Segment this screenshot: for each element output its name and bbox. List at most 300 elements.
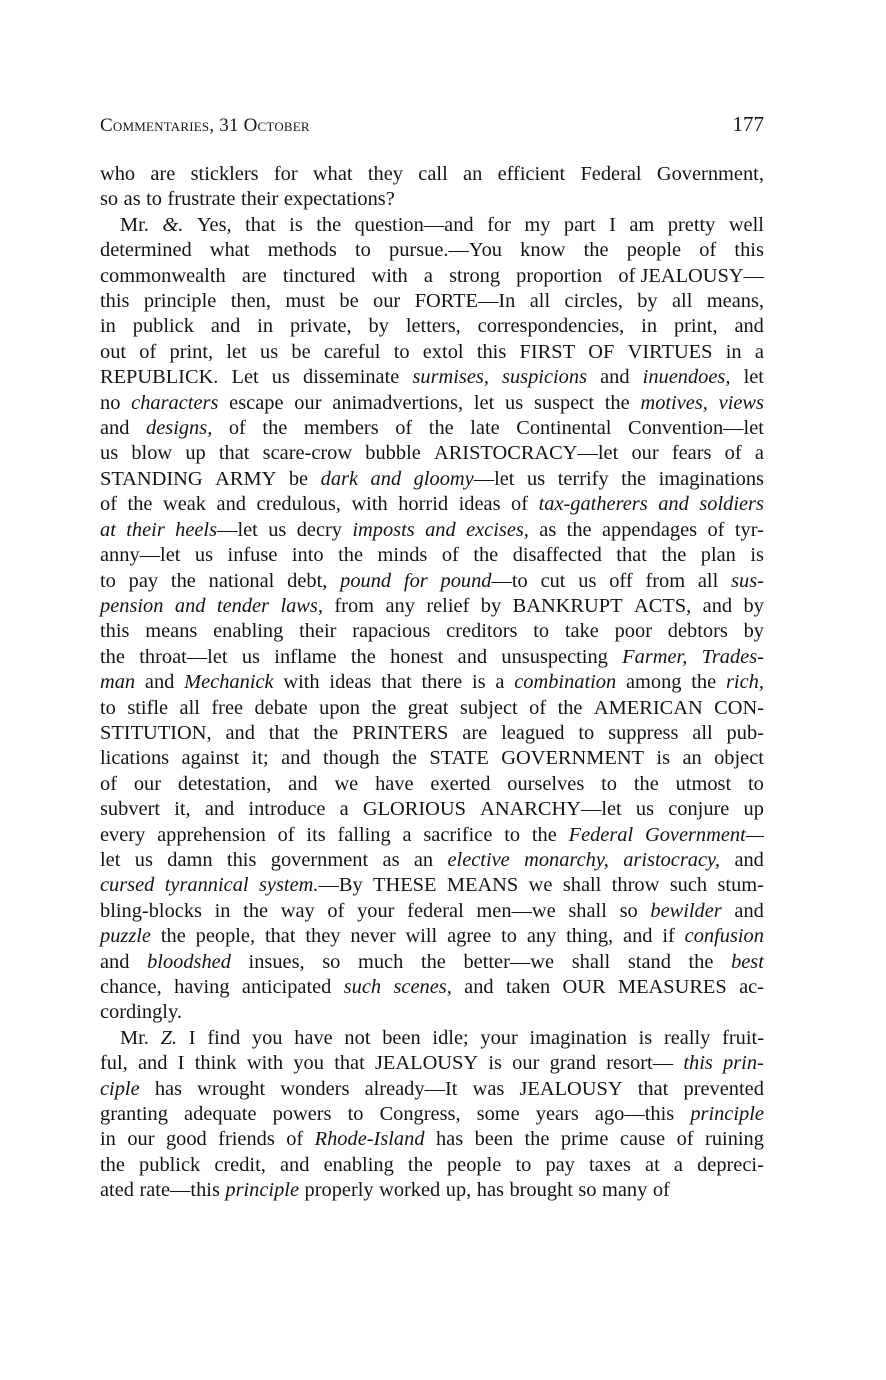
word <box>284 187 395 212</box>
word <box>100 1102 168 1127</box>
text-line <box>100 696 764 721</box>
word <box>127 1127 154 1152</box>
roman-text: in <box>257 315 274 338</box>
roman-text: many <box>602 1179 648 1202</box>
word <box>602 518 697 543</box>
roman-text: is <box>488 1052 502 1075</box>
word <box>252 746 269 771</box>
word <box>421 670 462 695</box>
italic-text: puzzle <box>100 925 151 948</box>
word <box>242 975 331 1000</box>
word <box>726 340 742 365</box>
italic-text: suspicions <box>502 366 587 389</box>
word <box>481 594 501 619</box>
roman-text: by <box>480 594 502 617</box>
word <box>735 518 764 543</box>
word <box>727 721 764 746</box>
roman-text: much <box>358 950 404 973</box>
word <box>748 772 764 797</box>
roman-text: though <box>322 747 380 770</box>
roman-text: at <box>645 1153 660 1176</box>
trailing-text: —to <box>491 569 528 592</box>
roman-text: the <box>371 696 397 719</box>
word <box>536 1102 579 1127</box>
word <box>717 873 763 898</box>
word <box>120 213 149 238</box>
roman-text: by <box>637 290 658 313</box>
word <box>303 365 399 390</box>
word <box>128 492 153 517</box>
word <box>150 162 175 187</box>
word <box>290 314 352 339</box>
word <box>231 289 271 314</box>
text-line <box>100 670 764 695</box>
word <box>249 950 305 975</box>
roman-text: powers <box>272 1103 332 1126</box>
roman-text: extol <box>422 340 464 363</box>
word <box>565 619 599 644</box>
roman-text: OUR <box>562 976 606 998</box>
text-line <box>100 797 764 822</box>
roman-text: some <box>476 1103 520 1126</box>
text-line <box>100 1102 764 1127</box>
word <box>274 162 298 187</box>
roman-text: enabling <box>323 1153 394 1176</box>
word <box>472 670 486 695</box>
word <box>672 289 692 314</box>
italic-text: cursed <box>100 874 155 897</box>
word <box>166 1127 207 1152</box>
word <box>382 1026 421 1051</box>
word <box>734 848 763 873</box>
word <box>530 289 550 314</box>
word <box>297 518 342 543</box>
roman-text: determined <box>100 239 192 262</box>
text-line <box>100 340 764 365</box>
roman-text: lications <box>100 747 170 770</box>
word <box>344 975 381 1000</box>
roman-text: of <box>139 340 157 363</box>
word <box>527 924 556 949</box>
text-line <box>100 1127 764 1152</box>
roman-text: in <box>725 340 742 363</box>
roman-text: insues, <box>248 950 305 973</box>
italic-text: Rhode-Island <box>314 1128 425 1151</box>
word <box>659 467 764 492</box>
roman-text: of <box>100 493 117 516</box>
roman-text: the <box>100 1153 125 1176</box>
roman-text: Congress, <box>379 1103 461 1126</box>
roman-text: tyr- <box>734 518 764 541</box>
roman-text: have <box>294 1026 333 1049</box>
word <box>516 416 611 441</box>
word <box>441 569 528 594</box>
roman-text: animadvertions, <box>332 391 464 414</box>
roman-text: and <box>144 671 175 694</box>
roman-text: that <box>381 671 412 694</box>
word <box>363 797 466 822</box>
italic-text: principle <box>225 1179 300 1202</box>
roman-text: debtors <box>667 620 728 643</box>
word <box>697 1153 764 1178</box>
word <box>463 162 482 187</box>
italic-text: pound <box>440 569 492 592</box>
roman-text: us <box>527 467 546 490</box>
text-line <box>100 264 764 289</box>
word <box>157 823 266 848</box>
roman-text: terrify <box>557 467 609 490</box>
word <box>690 1102 764 1127</box>
roman-text: a <box>339 798 349 821</box>
word <box>407 899 464 924</box>
roman-text: of <box>100 772 117 795</box>
roman-text: of <box>228 417 246 440</box>
roman-text: ruining <box>705 1128 764 1151</box>
word <box>229 391 283 416</box>
word <box>643 365 731 390</box>
word <box>501 746 644 771</box>
word <box>464 975 493 1000</box>
roman-text: minds <box>377 544 428 567</box>
roman-text: a <box>495 671 505 694</box>
roman-text: has <box>435 1128 464 1151</box>
word <box>100 1051 128 1076</box>
word <box>558 696 583 721</box>
roman-text: well <box>728 213 764 236</box>
word <box>146 187 162 212</box>
word <box>299 619 336 644</box>
roman-text: to <box>601 772 617 795</box>
word <box>100 1127 116 1152</box>
word <box>195 543 213 568</box>
roman-text: Government, <box>656 163 764 185</box>
roman-text: let <box>473 391 495 414</box>
word <box>569 823 634 848</box>
word <box>189 1026 196 1051</box>
roman-text: into <box>291 544 324 567</box>
roman-text: to <box>515 1153 532 1176</box>
word <box>100 696 116 721</box>
roman-text: THESE <box>373 874 437 897</box>
word <box>383 848 400 873</box>
roman-text: up, <box>445 1179 472 1202</box>
roman-text: and <box>225 721 255 744</box>
word <box>182 746 240 771</box>
word <box>689 950 714 975</box>
word <box>478 314 625 339</box>
roman-text: disseminate <box>303 366 400 389</box>
word <box>434 441 618 466</box>
roman-text: find <box>207 1026 241 1049</box>
word <box>334 772 358 797</box>
italic-text: sus- <box>731 569 764 592</box>
roman-text: be <box>291 340 311 363</box>
word <box>168 187 236 212</box>
roman-text: Let <box>231 366 259 389</box>
roman-text: question—and <box>354 213 474 236</box>
italic-text: tax-gatherers <box>538 493 648 516</box>
roman-text: the <box>691 671 717 694</box>
word <box>744 594 764 619</box>
roman-text: stand <box>627 950 671 973</box>
word <box>609 213 616 238</box>
word <box>100 645 125 670</box>
word <box>620 1127 665 1152</box>
italic-text: laws, <box>280 594 323 617</box>
word <box>621 467 646 492</box>
italic-text: scenes, <box>393 976 452 998</box>
roman-text: what <box>312 163 353 185</box>
roman-text: frustrate <box>167 188 236 211</box>
word <box>100 518 116 543</box>
word <box>578 1178 596 1203</box>
word <box>225 1178 299 1203</box>
word <box>623 924 652 949</box>
italic-text: such <box>343 976 382 998</box>
roman-text: and <box>216 493 246 516</box>
roman-text: introduce <box>248 798 326 821</box>
word <box>608 721 678 746</box>
word <box>254 696 307 721</box>
roman-text: and <box>204 798 235 821</box>
roman-text: the <box>160 925 186 948</box>
word <box>180 696 200 721</box>
roman-text: are <box>150 163 176 185</box>
roman-text: people, <box>195 925 256 948</box>
word <box>215 899 231 924</box>
word <box>529 873 553 898</box>
word <box>645 569 685 594</box>
roman-text: prime <box>560 1128 609 1151</box>
word <box>226 340 246 365</box>
word <box>100 238 192 263</box>
word <box>520 340 576 365</box>
roman-text: of <box>511 493 529 516</box>
word <box>304 416 379 441</box>
roman-text: pay <box>545 1153 575 1176</box>
roman-text: that <box>268 721 300 744</box>
roman-text: must <box>285 290 325 313</box>
word <box>375 772 414 797</box>
word <box>184 670 273 695</box>
roman-text: brought <box>509 1179 573 1202</box>
word <box>594 696 703 721</box>
roman-text: to <box>747 772 764 795</box>
roman-text: properly <box>304 1179 374 1202</box>
roman-text: a <box>423 264 433 287</box>
roman-text: suppress <box>608 721 679 744</box>
roman-text: subvert <box>100 798 161 821</box>
word <box>280 594 323 619</box>
word <box>100 721 212 746</box>
word <box>100 467 203 492</box>
word <box>371 696 396 721</box>
word <box>418 162 447 187</box>
roman-text: the <box>313 721 339 744</box>
running-head <box>100 112 764 137</box>
text-line <box>100 645 764 670</box>
word <box>616 543 647 568</box>
word <box>394 340 410 365</box>
roman-text: the <box>350 645 376 668</box>
word <box>100 1077 140 1102</box>
word <box>628 416 764 441</box>
roman-text: enabling <box>213 620 284 643</box>
italic-text: confusion <box>684 925 764 948</box>
roman-text: a <box>754 442 764 465</box>
roman-text: against <box>181 747 240 770</box>
word <box>286 1127 303 1152</box>
word <box>726 670 764 695</box>
roman-text: falling <box>337 823 391 846</box>
italic-text: and <box>370 467 402 490</box>
word <box>100 1153 125 1178</box>
roman-text: JEALOUSY <box>519 1077 623 1100</box>
word <box>634 594 691 619</box>
word <box>344 1026 370 1051</box>
word <box>207 1026 240 1051</box>
word <box>257 314 273 339</box>
word <box>100 924 151 949</box>
word <box>589 1153 631 1178</box>
roman-text: plan <box>700 544 736 567</box>
roman-text: shall <box>571 950 611 973</box>
word <box>524 213 550 238</box>
word <box>670 873 707 898</box>
roman-text: means, <box>706 290 764 313</box>
word <box>271 848 368 873</box>
word <box>722 1026 764 1051</box>
roman-text: cause <box>619 1128 666 1151</box>
italic-text: aristocracy, <box>623 848 721 871</box>
roman-text: the <box>316 213 342 236</box>
roman-text: late <box>470 417 500 440</box>
roman-text: throw <box>611 874 660 897</box>
roman-text: inflame <box>274 645 337 668</box>
word <box>734 899 763 924</box>
word <box>656 746 670 771</box>
word <box>133 314 194 339</box>
word <box>368 162 403 187</box>
word <box>100 187 118 212</box>
word <box>313 721 338 746</box>
roman-text: ACTS, <box>633 594 692 617</box>
roman-text: FORTE—In <box>414 290 516 313</box>
page-number: 177 <box>732 112 764 136</box>
trailing-text: —let <box>473 467 515 490</box>
roman-text: GOVERNMENT <box>501 747 645 770</box>
word <box>357 899 394 924</box>
word <box>214 1153 266 1178</box>
word <box>218 1127 275 1152</box>
roman-text: an <box>413 848 434 871</box>
word <box>100 289 129 314</box>
roman-text: our <box>631 442 659 465</box>
word <box>185 441 205 466</box>
roman-text: their <box>240 188 279 211</box>
word <box>628 340 713 365</box>
italic-text: combination <box>514 671 617 694</box>
word <box>131 391 218 416</box>
italic-text: this <box>683 1052 713 1075</box>
word <box>337 823 390 848</box>
word <box>580 162 641 187</box>
word <box>561 1127 609 1152</box>
text-line <box>100 162 764 187</box>
word <box>423 823 492 848</box>
roman-text: sticklers <box>190 163 259 185</box>
word <box>242 645 260 670</box>
word <box>389 238 502 263</box>
roman-text: out <box>100 340 127 363</box>
word <box>470 416 499 441</box>
roman-text: the <box>127 493 153 516</box>
word <box>567 518 592 543</box>
roman-text: proportion <box>516 264 603 287</box>
roman-text: to <box>578 721 595 744</box>
roman-text: anny—let <box>100 544 181 567</box>
word <box>476 899 555 924</box>
italic-text: characters <box>131 391 219 414</box>
roman-text: really <box>663 1026 711 1049</box>
roman-text: so <box>322 950 341 973</box>
word <box>365 1077 458 1102</box>
roman-text: STITUTION, <box>100 721 212 744</box>
word <box>513 594 623 619</box>
roman-text: letters, <box>405 315 461 338</box>
roman-text: utmost <box>675 772 732 795</box>
text-line <box>100 1153 764 1178</box>
word <box>668 619 728 644</box>
word <box>459 492 501 517</box>
roman-text: the <box>524 1128 550 1151</box>
word <box>566 924 613 949</box>
text-line <box>100 187 764 212</box>
italic-text: principle <box>690 1103 764 1126</box>
word <box>698 569 718 594</box>
word <box>414 467 515 492</box>
word <box>545 1153 574 1178</box>
roman-text: prevented <box>683 1077 764 1100</box>
roman-text: of <box>699 239 717 262</box>
italic-text: gloomy <box>413 467 474 490</box>
word <box>473 543 498 568</box>
word <box>477 1178 504 1203</box>
word <box>352 721 448 746</box>
roman-text: shall <box>568 899 607 922</box>
word <box>501 924 517 949</box>
word <box>316 213 341 238</box>
roman-text: taxes <box>589 1153 631 1176</box>
word <box>263 441 352 466</box>
word <box>147 950 231 975</box>
roman-text: ANARCHY—let <box>480 798 622 821</box>
word <box>645 823 764 848</box>
word <box>100 441 118 466</box>
word <box>744 365 764 390</box>
roman-text: JEALOUSY <box>375 1052 479 1075</box>
text-line <box>100 899 764 924</box>
roman-text: Continental <box>516 417 612 440</box>
word <box>352 619 430 644</box>
word <box>563 975 606 1000</box>
roman-text: of <box>286 1128 304 1151</box>
word <box>714 746 764 771</box>
word <box>458 645 487 670</box>
roman-text: are <box>462 721 488 744</box>
roman-text: and <box>600 366 630 389</box>
word <box>126 518 165 543</box>
